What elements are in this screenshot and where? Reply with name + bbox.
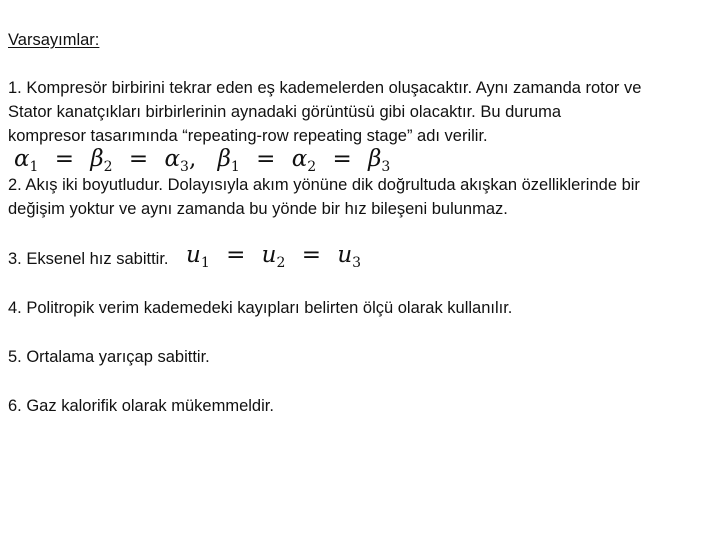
item-5-text: 5. Ortalama yarıçap sabittir. bbox=[8, 348, 210, 366]
eq-symbol: α bbox=[291, 146, 308, 172]
eq-subscript: 1 bbox=[200, 255, 210, 271]
eq-symbol: u bbox=[337, 242, 353, 268]
eq-symbol: u bbox=[261, 242, 277, 268]
eq-subscript: 3 bbox=[180, 159, 189, 175]
item-6-text: 6. Gaz kalorifik olarak mükemmeldir. bbox=[8, 397, 274, 415]
item-2-line-1: 2. Akış iki boyutludur. Dolayısıyla akım yönüne dik doğrultuda akışkan özelliklerinde bir bbox=[8, 176, 640, 194]
eq-symbol: α bbox=[14, 146, 30, 172]
item-3-text: 3. Eksenel hız sabittir. bbox=[8, 250, 169, 268]
assumptions-heading: Varsayımlar: bbox=[8, 31, 100, 49]
eq-subscript: 2 bbox=[276, 255, 286, 271]
eq-operator: = bbox=[256, 146, 276, 172]
eq-symbol: β bbox=[368, 146, 382, 172]
eq-subscript: 1 bbox=[230, 159, 240, 175]
eq-operator: = bbox=[54, 146, 75, 172]
eq-operator: = bbox=[301, 242, 321, 268]
eq-comma: , bbox=[188, 146, 197, 172]
item-1-line-1: 1. Kompresör birbirini tekrar eden eş kademelerden oluşacaktır. Aynı zamanda rotor ve bbox=[8, 79, 642, 97]
eq-operator: = bbox=[128, 146, 149, 172]
eq-subscript: 3 bbox=[381, 159, 391, 175]
axial-velocity-equation bbox=[186, 242, 362, 271]
eq-operator: = bbox=[226, 242, 246, 268]
eq-subscript: 1 bbox=[29, 159, 39, 175]
item-1-line-3: kompresor tasarımında “repeating-row repeating stage” adı verilir. bbox=[8, 127, 488, 145]
eq-symbol: β bbox=[217, 146, 231, 172]
item-4-text: 4. Politropik verim kademedeki kayıpları belirten ölçü olarak kullanılır. bbox=[8, 299, 513, 317]
item-2-line-2: değişim yoktur ve aynı zamanda bu yönde bir hız bileşeni bulunmaz. bbox=[8, 200, 508, 218]
eq-subscript: 2 bbox=[103, 159, 113, 175]
eq-symbol: α bbox=[164, 146, 181, 172]
eq-operator: = bbox=[332, 146, 352, 172]
item-1-line-2: Stator kanatçıkları birbirlerinin aynadaki görüntüsü gibi olacaktır. Bu duruma bbox=[8, 103, 562, 121]
eq-subscript: 2 bbox=[307, 159, 317, 175]
blade-angle-equation bbox=[14, 146, 391, 175]
eq-symbol: β bbox=[90, 146, 104, 172]
eq-subscript: 3 bbox=[352, 255, 362, 271]
eq-symbol: u bbox=[186, 242, 201, 268]
